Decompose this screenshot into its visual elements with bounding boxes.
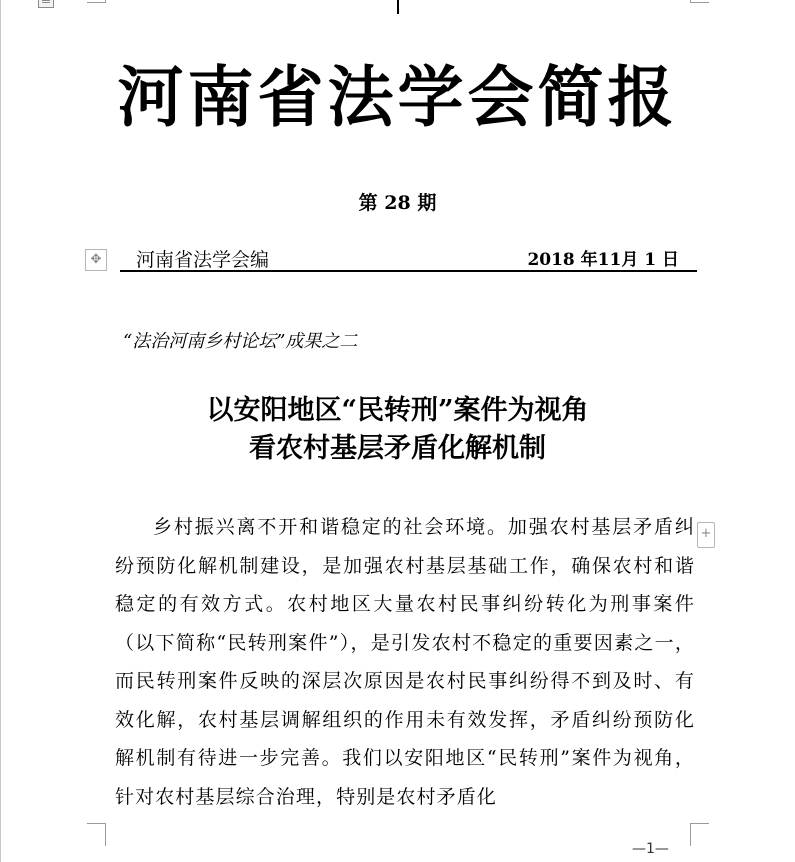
series-label: “法治河南乡村论坛”成果之二 <box>123 331 358 352</box>
move-arrows-icon[interactable]: ✥ <box>85 249 107 271</box>
crop-mark-bottom-right <box>690 823 709 846</box>
text-cursor <box>397 0 399 14</box>
document-icon[interactable] <box>38 0 54 8</box>
article-title-line-2: 看农村基层矛盾化解机制 <box>249 433 546 464</box>
article-body[interactable] <box>115 508 695 816</box>
crop-mark-top-left <box>87 0 106 3</box>
publication-date: 2018 年11月 1 日 <box>527 250 679 270</box>
masthead-title: 河南省法学会简报 <box>117 59 678 136</box>
publisher-row <box>120 243 697 272</box>
body-paragraph: 乡村振兴离不开和谐稳定的社会环境。加强农村基层矛盾纠纷预防化解机制建设，是加强农村基层基础工作，确保农村和谐稳定的有效方式。农村地区大量农村民事纠纷转化为刑事案件（以下简称“民转刑案件”），是引发农村不稳定的重要因素之一，而民转刑案件反映的深层次原因是农村民事纠纷得不到及时、有效化解，农村基层调解组织的作用未有效发挥，矛盾纠纷预防化解机制有待进一步完善。我们以安阳地区“民转刑”案件为视角，针对农村基层综合治理，特别是农村矛盾化 <box>115 516 695 808</box>
article-title <box>0 392 795 468</box>
crop-mark-top-right <box>690 0 709 3</box>
crop-mark-bottom-left <box>87 823 106 846</box>
page-number: —1— <box>632 841 669 857</box>
issue-number: 第 28 期 <box>358 192 437 214</box>
plus-icon[interactable]: + <box>697 522 715 548</box>
publisher: 河南省法学会编 <box>136 249 270 271</box>
article-title-line-1: 以安阳地区“民转刑”案件为视角 <box>206 395 589 426</box>
